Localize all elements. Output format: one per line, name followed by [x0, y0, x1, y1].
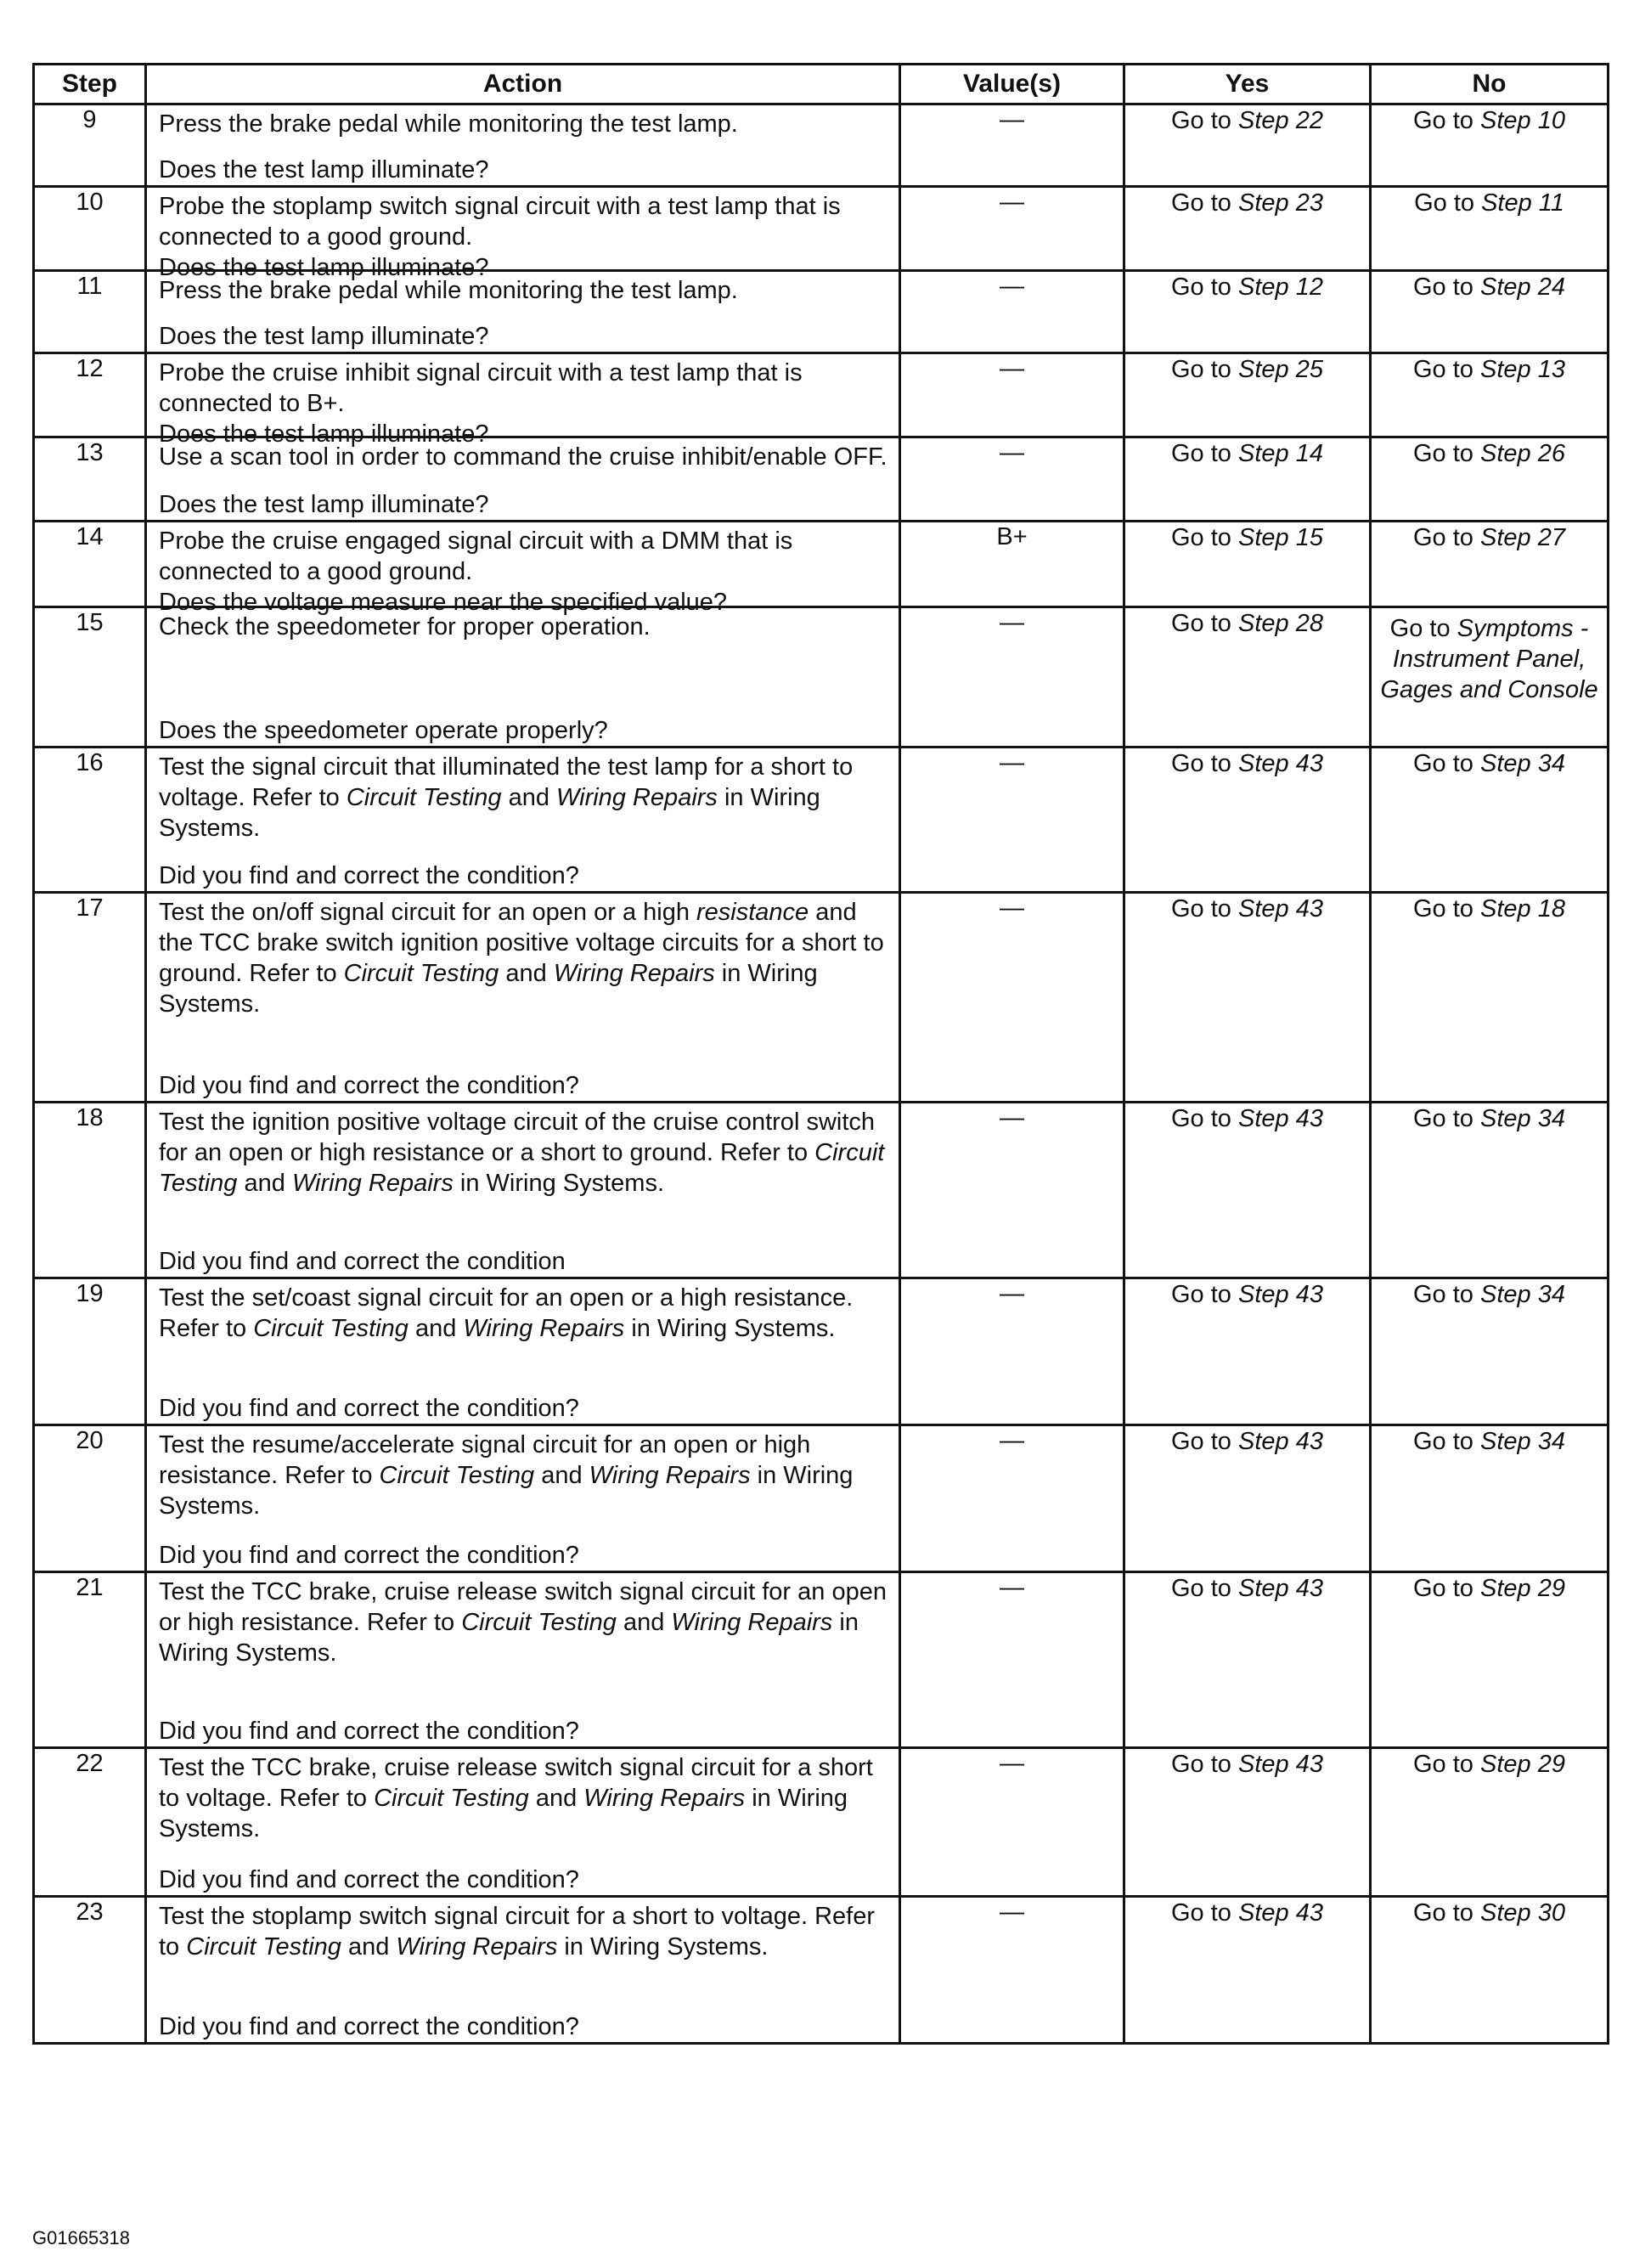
text-segment: and: [501, 784, 557, 811]
action-question: Did you find and correct the condition?: [159, 1866, 579, 1893]
table-row: [34, 1748, 1609, 1897]
step-number: 20: [34, 1425, 146, 1572]
action-cell: [146, 893, 900, 1103]
yes-cell: [1124, 1748, 1371, 1897]
yes-prefix: Go to: [1171, 274, 1238, 301]
action-question: Does the test lamp illuminate?: [159, 491, 489, 518]
yes-prefix: Go to: [1171, 1575, 1238, 1602]
yes-step-link: Step 43: [1238, 1428, 1323, 1455]
text-segment: and: [616, 1609, 672, 1636]
action-content: [159, 191, 888, 281]
no-cell: [1371, 271, 1609, 353]
text-segment: and: [528, 1785, 584, 1812]
header-yes: Yes: [1124, 65, 1371, 104]
value-cell: —: [900, 1572, 1124, 1748]
action-cell: [146, 1103, 900, 1278]
value-cell: —: [900, 104, 1124, 187]
action-cell: [146, 187, 900, 281]
action-instruction: [159, 275, 888, 306]
yes-cell: [1124, 1572, 1371, 1748]
action-question: Did you find and correct the condition?: [159, 2013, 579, 2040]
italic-ref: Circuit Testing: [379, 1462, 535, 1489]
text-segment: Use a scan tool in order to command the cruise inhibit/enable OFF.: [159, 443, 887, 471]
step-number: 14: [34, 522, 146, 607]
action-instruction: [159, 109, 888, 139]
no-cell: [1371, 1103, 1609, 1278]
step-number: 15: [34, 607, 146, 748]
italic-ref: Step 27: [1480, 524, 1565, 551]
action-content: [159, 1577, 888, 1746]
text-segment: Test the set/coast signal circuit for an open or a high resistance. Refer to: [159, 1284, 854, 1342]
action-cell: [146, 1572, 900, 1748]
table-row: [34, 271, 1609, 353]
yes-step-link: Step 43: [1238, 1281, 1323, 1308]
italic-ref: Step 11: [1481, 189, 1564, 217]
text-segment: Probe the cruise inhibit signal circuit with a test lamp that is connected to B+.: [159, 359, 803, 417]
text-segment: in Wiring Systems.: [159, 784, 820, 842]
action-cell: [146, 1897, 900, 2044]
italic-ref: Wiring Repairs: [291, 1170, 454, 1197]
yes-step-link: Step 43: [1238, 1105, 1323, 1132]
no-cell: [1371, 748, 1609, 893]
text-segment: Test the TCC brake, cruise release switch signal circuit for a short to voltage. Refer to: [159, 1754, 873, 1812]
yes-prefix: Go to: [1171, 107, 1238, 134]
text-segment: Go to: [1413, 895, 1480, 922]
action-cell: [146, 748, 900, 893]
text-segment: Probe the cruise engaged signal circuit with a DMM that is connected to a good ground.: [159, 528, 793, 585]
action-content: [159, 442, 888, 520]
text-segment: in Wiring Systems.: [159, 1609, 859, 1667]
header-step: Step: [34, 65, 146, 104]
step-number: 18: [34, 1103, 146, 1278]
text-segment: Go to: [1413, 750, 1480, 777]
action-instruction: [159, 897, 888, 1019]
step-number: 10: [34, 187, 146, 271]
italic-ref: Circuit Testing: [159, 1139, 885, 1197]
yes-prefix: Go to: [1171, 356, 1238, 383]
step-number: 16: [34, 748, 146, 893]
text-segment: Go to: [1413, 1105, 1480, 1132]
italic-ref: resistance: [696, 899, 809, 926]
action-question: Did you find and correct the condition?: [159, 1542, 579, 1569]
yes-cell: [1124, 1897, 1371, 2044]
text-segment: Go to: [1413, 1281, 1480, 1308]
text-segment: Test the stoplamp switch signal circuit for a short to voltage. Refer to: [159, 1903, 875, 1961]
action-instruction: [159, 1107, 888, 1199]
table-row: [34, 1897, 1609, 2044]
yes-step-link: Step 43: [1238, 1899, 1323, 1927]
header-action: Action: [146, 65, 900, 104]
action-cell: [146, 104, 900, 187]
table-row: [34, 437, 1609, 522]
yes-prefix: Go to: [1171, 610, 1238, 637]
text-segment: and the TCC brake switch ignition positive voltage circuits for a short to ground. Refer to: [159, 899, 884, 987]
step-number: 12: [34, 353, 146, 437]
text-segment: Test the signal circuit that illuminated the test lamp for a short to voltage. Refer to: [159, 753, 854, 811]
figure-id: G01665318: [32, 2227, 130, 2248]
yes-cell: [1124, 1278, 1371, 1425]
text-segment: and: [499, 960, 554, 987]
action-cell: [146, 353, 900, 448]
no-cell: [1371, 1278, 1609, 1425]
text-segment: Probe the stoplamp switch signal circuit with a test lamp that is connected to a good ground.: [159, 193, 841, 251]
text-segment: and: [341, 1933, 397, 1961]
value-cell: —: [900, 1897, 1124, 2044]
action-content: [159, 612, 888, 746]
no-cell: [1371, 1425, 1609, 1572]
table-row: [34, 893, 1609, 1103]
yes-step-link: Step 12: [1238, 274, 1323, 301]
action-content: [159, 358, 888, 448]
italic-ref: Wiring Repairs: [583, 1785, 746, 1812]
action-question: Does the test lamp illuminate?: [159, 254, 489, 281]
italic-ref: Circuit Testing: [186, 1933, 341, 1961]
table-row: [34, 1103, 1609, 1278]
yes-step-link: Step 14: [1238, 440, 1323, 467]
value-cell: —: [900, 607, 1124, 748]
value-cell: —: [900, 748, 1124, 893]
table-row: [34, 187, 1609, 271]
text-segment: in Wiring Systems.: [557, 1933, 769, 1961]
header-no: No: [1371, 65, 1609, 104]
text-segment: Go to: [1413, 1751, 1480, 1778]
value-cell: B+: [900, 522, 1124, 607]
yes-prefix: Go to: [1171, 440, 1238, 467]
action-content: [159, 1283, 888, 1424]
yes-step-link: Step 25: [1238, 356, 1323, 383]
italic-ref: Wiring Repairs: [396, 1933, 558, 1961]
action-question: Does the speedometer operate properly?: [159, 717, 608, 744]
value-cell: —: [900, 437, 1124, 522]
yes-step-link: Step 22: [1238, 107, 1323, 134]
text-segment: Press the brake pedal while monitoring the test lamp.: [159, 277, 738, 304]
italic-ref: Circuit Testing: [253, 1315, 408, 1342]
value-cell: —: [900, 353, 1124, 437]
yes-prefix: Go to: [1171, 1105, 1238, 1132]
italic-ref: Wiring Repairs: [556, 784, 718, 811]
action-question: Does the test lamp illuminate?: [159, 323, 489, 350]
yes-cell: [1124, 353, 1371, 437]
action-instruction: [159, 1901, 888, 1962]
action-content: [159, 897, 888, 1101]
text-segment: Go to: [1413, 524, 1480, 551]
italic-ref: Circuit Testing: [343, 960, 499, 987]
header-row: [34, 65, 1609, 104]
yes-step-link: Step 43: [1238, 750, 1323, 777]
no-cell: [1371, 893, 1609, 1103]
yes-step-link: Step 15: [1238, 524, 1323, 551]
yes-cell: [1124, 104, 1371, 187]
action-cell: [146, 1278, 900, 1425]
text-segment: Go to: [1413, 356, 1480, 383]
italic-ref: Step 34: [1480, 1428, 1565, 1455]
italic-ref: Circuit Testing: [374, 1785, 529, 1812]
action-instruction: [159, 612, 888, 642]
italic-ref: Wiring Repairs: [463, 1315, 625, 1342]
step-number: 19: [34, 1278, 146, 1425]
action-cell: [146, 1748, 900, 1897]
yes-prefix: Go to: [1171, 750, 1238, 777]
yes-cell: [1124, 748, 1371, 893]
action-instruction: [159, 191, 888, 252]
action-question: Did you find and correct the condition?: [159, 1718, 579, 1745]
action-question: Does the test lamp illuminate?: [159, 156, 489, 183]
italic-ref: Wiring Repairs: [589, 1462, 751, 1489]
step-number: 9: [34, 104, 146, 187]
italic-ref: Wiring Repairs: [553, 960, 715, 987]
action-instruction: [159, 1430, 888, 1521]
action-question: Did you find and correct the condition?: [159, 1395, 579, 1422]
yes-prefix: Go to: [1171, 1751, 1238, 1778]
action-content: [159, 752, 888, 891]
action-cell: [146, 1425, 900, 1572]
value-cell: —: [900, 1103, 1124, 1278]
text-segment: Press the brake pedal while monitoring the test lamp.: [159, 110, 738, 138]
italic-ref: Step 10: [1480, 107, 1565, 134]
table-row: [34, 1572, 1609, 1748]
no-cell: [1371, 1572, 1609, 1748]
yes-step-link: Step 43: [1238, 1575, 1323, 1602]
text-segment: Check the speedometer for proper operation.: [159, 613, 651, 640]
action-question: Did you find and correct the condition?: [159, 862, 579, 889]
table-row: [34, 353, 1609, 437]
text-segment: Go to: [1413, 1575, 1480, 1602]
yes-cell: [1124, 1103, 1371, 1278]
table-row: [34, 1278, 1609, 1425]
action-cell: [146, 271, 900, 353]
step-number: 17: [34, 893, 146, 1103]
yes-step-link: Step 28: [1238, 610, 1323, 637]
no-cell: [1371, 187, 1609, 271]
table-row: [34, 748, 1609, 893]
action-question: Does the voltage measure near the specified value?: [159, 589, 728, 616]
text-segment: in Wiring Systems.: [159, 1462, 854, 1520]
italic-ref: Step 18: [1480, 895, 1565, 922]
action-instruction: [159, 1752, 888, 1844]
yes-prefix: Go to: [1171, 1281, 1238, 1308]
text-segment: Go to: [1389, 615, 1457, 642]
action-instruction: [159, 1283, 888, 1344]
text-segment: Go to: [1414, 189, 1482, 217]
text-segment: in Wiring Systems.: [159, 960, 818, 1018]
yes-step-link: Step 43: [1238, 1751, 1323, 1778]
value-cell: —: [900, 1278, 1124, 1425]
action-instruction: [159, 526, 888, 587]
yes-prefix: Go to: [1171, 524, 1238, 551]
no-cell: [1371, 1748, 1609, 1897]
text-segment: Test the on/off signal circuit for an open or a high: [159, 899, 697, 926]
yes-prefix: Go to: [1171, 189, 1238, 217]
italic-ref: Step 34: [1480, 1105, 1565, 1132]
italic-ref: Step 26: [1480, 440, 1565, 467]
value-cell: —: [900, 1748, 1124, 1897]
step-number: 22: [34, 1748, 146, 1897]
action-instruction: [159, 442, 888, 472]
text-segment: Go to: [1413, 274, 1480, 301]
yes-cell: [1124, 1425, 1371, 1572]
text-segment: Go to: [1413, 440, 1480, 467]
text-segment: Test the resume/accelerate signal circuit for an open or high resistance. Refer to: [159, 1431, 811, 1489]
no-cell: [1371, 353, 1609, 437]
italic-ref: Step 34: [1480, 750, 1565, 777]
yes-cell: [1124, 187, 1371, 271]
no-cell: [1371, 1897, 1609, 2044]
action-content: [159, 275, 888, 352]
action-content: [159, 526, 888, 616]
text-segment: and: [237, 1170, 292, 1197]
action-content: [159, 1901, 888, 2042]
italic-ref: Circuit Testing: [461, 1609, 617, 1636]
step-number: 23: [34, 1897, 146, 2044]
table-row: [34, 522, 1609, 607]
italic-ref: Step 30: [1480, 1899, 1565, 1927]
no-cell: [1371, 437, 1609, 522]
action-cell: [146, 522, 900, 616]
italic-ref: Step 13: [1480, 356, 1565, 383]
text-segment: Go to: [1413, 1428, 1480, 1455]
step-number: 21: [34, 1572, 146, 1748]
no-cell: [1371, 607, 1609, 748]
yes-step-link: Step 43: [1238, 895, 1323, 922]
value-cell: —: [900, 271, 1124, 353]
text-segment: and: [408, 1315, 464, 1342]
action-question: Did you find and correct the condition?: [159, 1072, 579, 1099]
action-content: [159, 1752, 888, 1895]
text-segment: in Wiring Systems.: [624, 1315, 836, 1342]
yes-cell: [1124, 271, 1371, 353]
yes-step-link: Step 23: [1238, 189, 1323, 217]
yes-prefix: Go to: [1171, 1899, 1238, 1927]
text-segment: in Wiring Systems.: [159, 1785, 848, 1842]
action-instruction: [159, 1577, 888, 1668]
header-values: Value(s): [900, 65, 1124, 104]
text-segment: in Wiring Systems.: [453, 1170, 665, 1197]
yes-cell: [1124, 607, 1371, 748]
italic-ref: Wiring Repairs: [671, 1609, 833, 1636]
step-number: 11: [34, 271, 146, 353]
yes-cell: [1124, 893, 1371, 1103]
action-instruction: [159, 358, 888, 419]
action-content: [159, 109, 888, 185]
yes-cell: [1124, 522, 1371, 607]
table-row: [34, 104, 1609, 187]
value-cell: —: [900, 1425, 1124, 1572]
action-question: Does the test lamp illuminate?: [159, 420, 489, 448]
action-content: [159, 1430, 888, 1571]
value-cell: —: [900, 187, 1124, 271]
italic-ref: Symptoms - Instrument Panel, Gages and Console: [1380, 615, 1598, 703]
action-cell: [146, 437, 900, 522]
text-segment: Test the TCC brake, cruise release switch signal circuit for an open or high resistance. Refer to: [159, 1578, 887, 1636]
action-instruction: [159, 752, 888, 843]
step-number: 13: [34, 437, 146, 522]
yes-cell: [1124, 437, 1371, 522]
action-content: [159, 1107, 888, 1277]
text-segment: and: [534, 1462, 589, 1489]
no-cell: [1371, 522, 1609, 607]
action-cell: [146, 607, 900, 748]
table-row: [34, 1425, 1609, 1572]
text-segment: Test the ignition positive voltage circuit of the cruise control switch for an open or high resistance or a short to ground. Refer to: [159, 1109, 876, 1166]
text-segment: Go to: [1413, 107, 1480, 134]
text-segment: Go to: [1413, 1899, 1480, 1927]
italic-ref: Circuit Testing: [346, 784, 502, 811]
diagnostic-table: [32, 63, 1609, 2045]
table-row: [34, 607, 1609, 748]
yes-prefix: Go to: [1171, 895, 1238, 922]
no-cell: [1371, 104, 1609, 187]
value-cell: —: [900, 893, 1124, 1103]
table-body: [34, 104, 1609, 2044]
yes-prefix: Go to: [1171, 1428, 1238, 1455]
italic-ref: Step 29: [1480, 1575, 1565, 1602]
italic-ref: Step 34: [1480, 1281, 1565, 1308]
action-question: Did you find and correct the condition: [159, 1248, 566, 1275]
italic-ref: Step 29: [1480, 1751, 1565, 1778]
italic-ref: Step 24: [1480, 274, 1565, 301]
